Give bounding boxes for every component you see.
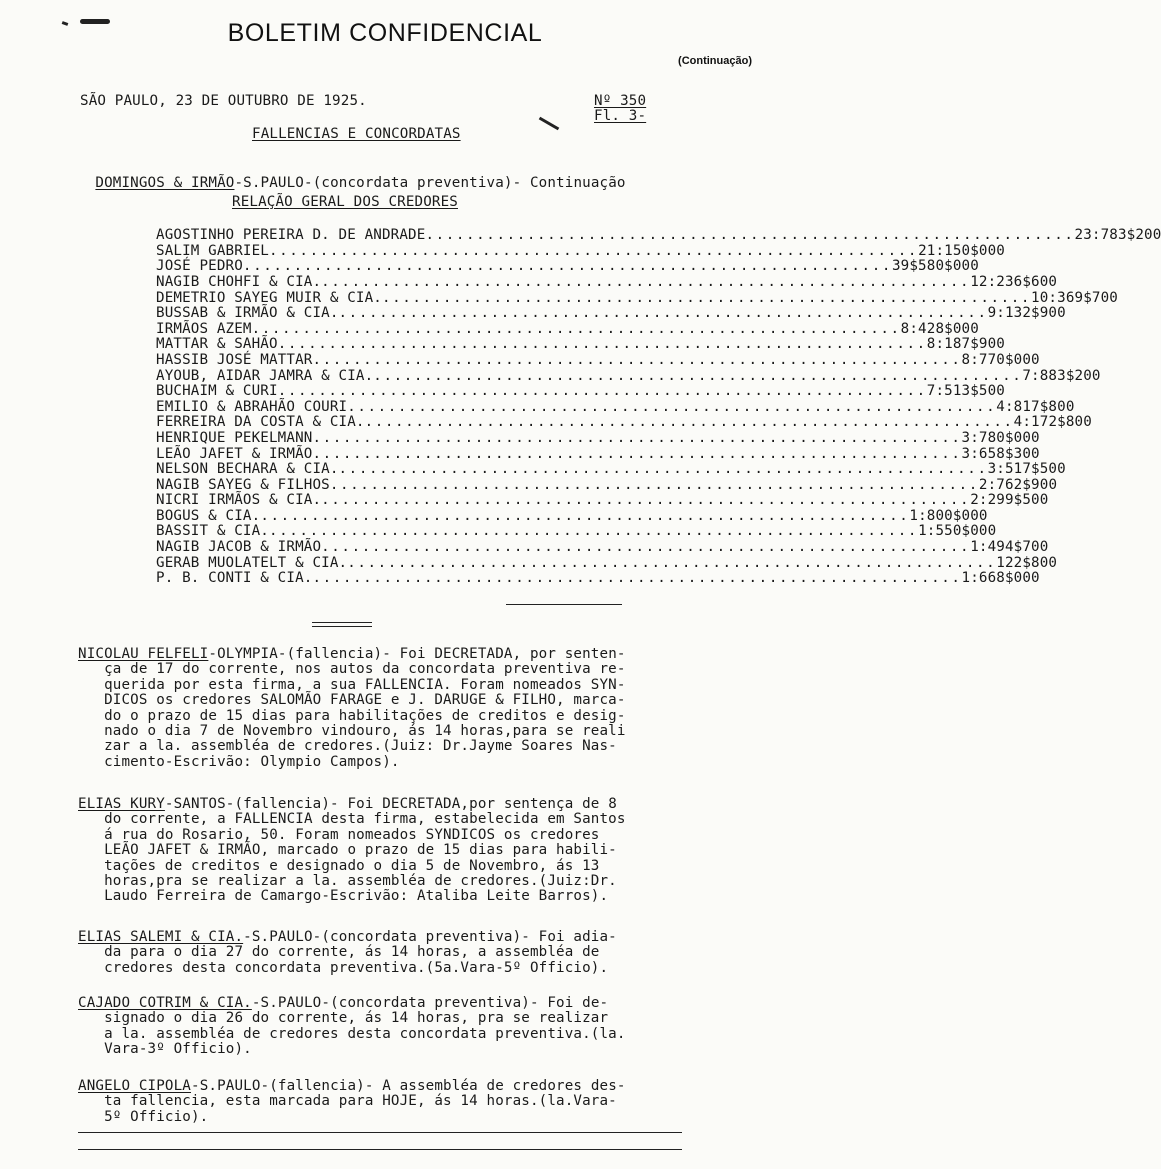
continuation-label: (Continuação) [678,55,752,67]
creditor-name: NAGIB SAYEG & FILHOS [156,476,330,493]
leader-dots: ................................................................ [347,554,997,571]
creditor-name: HASSIB JOSÉ MATTAR [156,351,313,368]
notice-firm-name: CAJADO COTRIM & CIA. [78,995,252,1011]
creditor-value: 23:783$200 [1074,227,1161,244]
creditor-value: 8:187$900 [926,336,1005,353]
leader-dots: ................................................................ [373,367,1023,384]
creditor-value: 8:428$000 [900,320,979,337]
creditor-name: EMILIO & ABRAHÃO COURI [156,398,348,415]
creditor-value: 7:513$500 [926,383,1005,400]
notice-firm-name: ELIAS SALEMI & CIA. [78,929,244,945]
creditor-value: 1:668$000 [961,570,1040,587]
leader-dots: ................................................................ [312,445,962,462]
leader-dots: ................................................................ [277,336,927,353]
creditor-row [156,320,979,338]
document-title: BOLETIM CONFIDENCIAL [227,19,543,47]
case-heading [78,161,626,192]
leader-dots: ................................................................ [269,523,919,540]
creditor-value: 3:780$000 [961,429,1040,446]
creditor-name: P. B. CONTI & CIA. [156,570,313,587]
creditor-row [156,367,1101,384]
creditor-name: SALIM GABRIEL [156,242,269,259]
leader-dots: ................................................................ [277,383,927,400]
leader-dots: ................................................................ [329,476,979,493]
creditor-row [156,242,1005,260]
creditor-row [156,414,1092,431]
creditor-value: 1:494$700 [970,539,1049,556]
leader-dots: ................................................................ [364,414,1014,431]
creditor-name: JOSÉ PEDRO [156,258,243,275]
leader-dots: ................................................................ [312,429,962,446]
leader-dots: ................................................................ [347,398,997,415]
creditor-name: NELSON BECHARA & CIA. [156,461,339,478]
place-date: SÃO PAULO, 23 DE OUTUBRO DE 1925. [80,93,367,109]
creditor-value: 2:299$500 [970,492,1049,509]
leader-dots: ................................................................ [312,351,962,368]
creditor-name: NICRI IRMÃOS & CIA. [156,492,322,509]
creditor-value: 4:172$800 [1013,414,1092,431]
sheet-number: Fl. 3- [594,108,647,124]
bottom-rule [78,1132,682,1133]
creditor-row [156,554,1058,571]
creditor-value: 8:770$000 [961,351,1040,368]
creditor-row [156,476,1058,494]
notice-angelo-cipola: ANGELO CIPOLA-S.PAULO-(fallencia)- A assembléa de credores des- ta fallencia, esta marcada para HOJE, ás 14 horas.(la.Vara- 5º Officio). [78,1078,626,1125]
creditor-row [156,227,1161,244]
creditor-name: BOGUS & CIA. [156,507,261,524]
creditor-row [156,273,1058,291]
creditor-row [156,398,1075,416]
section-divider [312,622,372,627]
leader-dots: ................................................................ [269,242,919,259]
notice-cajado-cotrim: CAJADO COTRIM & CIA.-S.PAULO-(concordata preventiva)- Foi de- signado o dia 26 do corrente, ás 14 horas, pra se realizar a la. assembléa de credores desta concordata preventiva.(la. Vara-3º Officio). [78,995,626,1058]
creditor-row [156,445,1040,462]
bulletin-number: Nº 350 [594,93,647,109]
notice-firm-name: ANGELO CIPOLA [78,1078,191,1094]
creditor-row [156,351,1040,369]
case-heading-rest: -S.PAULO-(concordata preventiva)- Continuação [234,175,626,192]
creditor-row [156,383,1005,400]
creditor-row [156,429,1040,447]
creditor-row [156,507,988,525]
creditor-name: AYOUB, AIDAR JAMRA & CIA. [156,367,374,384]
creditor-value: 3:658$300 [961,445,1040,462]
section-title: FALLENCIAS E CONCORDATAS [252,126,461,142]
creditor-value: 3:517$500 [987,461,1066,478]
creditor-name: AGOSTINHO PEREIRA D. DE ANDRADE [156,227,426,244]
creditor-value: 9:132$900 [987,305,1066,322]
creditor-name: NAGIB CHOHFI & CIA. [156,273,322,290]
notice-elias-salemi: ELIAS SALEMI & CIA.-S.PAULO-(concordata preventiva)- Foi adia- da para o dia 27 do corrente, ás 14 horas, a assembléa de credores desta concordata preventiva.(5a.Vara-5º Officio). [78,929,617,976]
creditor-value: 4:817$800 [996,398,1075,415]
leader-dots: ................................................................ [242,258,892,275]
creditor-row [156,289,1118,306]
creditor-value: 122$800 [996,554,1058,571]
notice-nicolau-felfeli: NICOLAU FELFELI-OLYMPIA-(fallencia)- Foi DECRETADA, por senten- ça de 17 do corrente, nos autos da concordata preventiva re- querida por esta firma, a sua FALLENCIA. Foram nomeados SYN- DICOS os credores SALOMÃO FARAGE e J. DARUGE & FILHO, marca- do o prazo de 15 dias para habilitações de creditos e desig- nado o dia 7 de Novembro vindouro, ás 14 horas,para se reali zar a la. assembléa de credores.(Juiz: Dr.Jayme Soares Nas- cimento-Escrivão: Olympio Campos). [78,646,626,770]
creditor-row [156,492,1049,509]
notice-elias-kury: ELIAS KURY-SANTOS-(fallencia)- Foi DECRETADA,por sentença de 8 do corrente, a FALLENCIA desta firma, estabelecida em Santos á rua do Rosario, 50. Foram nomeados SYNDICOS os credores LEÃO JAFET & IRMÃO, marcado o prazo de 15 dias para habili- tações de creditos e designado o dia 5 de Novembro, ás 13 horas,pra se realizar a la. assembléa de credores.(Juiz:Dr. Laudo Ferreira de Camargo-Escrivão: Ataliba Leite Barros). [78,796,626,905]
leader-dots: ................................................................ [338,305,988,322]
creditor-value: 39$580$000 [891,258,979,275]
total-underline [506,604,622,605]
creditors-list [156,227,1161,587]
creditors-title: RELAÇÃO GERAL DOS CREDORES [232,194,458,210]
creditor-value: 1:550$000 [918,523,997,540]
creditor-value: 21:150$000 [918,242,1005,259]
leader-dots: ................................................................ [338,461,988,478]
creditor-name: FERREIRA DA COSTA & CIA. [156,414,365,431]
creditor-name: HENRIQUE PEKELMANN [156,429,313,446]
leader-dots: ................................................................ [312,570,962,587]
bottom-rule [78,1149,682,1150]
creditor-name: MATTAR & SAHÃO [156,336,278,353]
notice-firm-name: NICOLAU FELFELI [78,646,209,662]
creditor-row [156,523,997,540]
leader-dots: ................................................................ [321,273,971,290]
creditor-row [156,336,1005,353]
creditor-value: 1:800$000 [909,507,988,524]
creditor-row [156,539,1049,556]
creditor-row [156,461,1066,478]
ink-mark [539,117,560,131]
creditor-name: BASSIT & CIA. [156,523,269,540]
leader-dots: ................................................................ [321,539,971,556]
creditor-row [156,258,979,275]
creditor-value: 12:236$600 [970,273,1058,290]
creditor-name: GERAB MUOLATELT & CIA. [156,554,348,571]
creditor-row [156,305,1066,322]
leader-dots: ................................................................ [321,492,971,509]
creditor-name: DEMETRIO SAYEG MUIR & CIA. [156,289,382,306]
creditor-name: NAGIB JACOB & IRMÃO [156,539,322,556]
leader-dots: ................................................................ [251,320,901,337]
notice-firm-name: ELIAS KURY [78,796,165,812]
leader-dots: ................................................................ [381,289,1032,306]
leader-dots: ................................................................ [425,227,1075,244]
creditor-value: 2:762$900 [978,476,1058,493]
creditor-name: BUCHAIM & CURI [156,383,278,400]
creditor-name: BUSSAB & IRMÃO & CIA. [156,305,339,322]
creditor-value: 10:369$700 [1031,289,1118,306]
creditor-row [156,570,1040,587]
leader-dots: ................................................................ [260,507,910,524]
case-firm-name: DOMINGOS & IRMÃO [95,175,235,192]
creditor-value: 7:883$200 [1022,367,1101,384]
creditor-name: IRMÃOS AZEM [156,320,252,337]
creditor-name: LEÃO JAFET & IRMÃO [156,445,313,462]
